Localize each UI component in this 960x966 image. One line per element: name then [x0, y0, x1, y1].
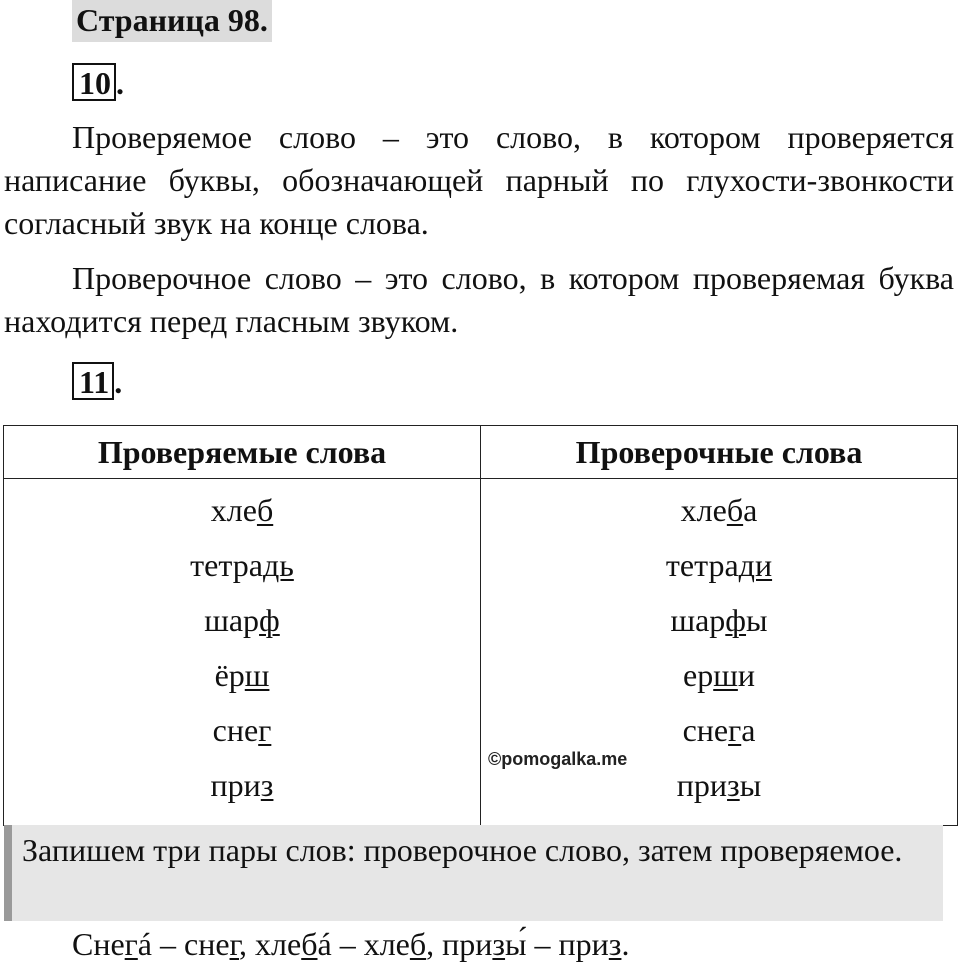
- check-word-0: хлеба: [680, 492, 758, 528]
- answer-fragment: з: [492, 926, 506, 962]
- checked-word-2: шарф: [204, 602, 280, 638]
- answer-fragment: á – хле: [317, 926, 410, 962]
- task-10-number: 10 .: [72, 63, 124, 101]
- answer-fragment: , хле: [239, 926, 302, 962]
- task-10-paragraph-1: Проверяемое слово – это слово, в котором проверяется написание буквы, обозначающей парный по глухости-звонкости согласный звук на конце слова.: [4, 119, 954, 241]
- task-10-paragraph-2: Проверочное слово – это слово, в котором проверяемая буква находится перед гласным звуком.: [4, 260, 954, 339]
- checked-word-4: снег: [212, 712, 272, 748]
- check-word-1: тетради: [665, 547, 773, 583]
- checked-word-1: тетрадь: [190, 547, 294, 583]
- check-word-5: призы: [676, 767, 762, 803]
- answer-fragment: б: [409, 926, 427, 962]
- note-box: Запишем три пары слов: проверочное слово, затем проверяемое.: [4, 825, 943, 921]
- answer-fragment: .: [621, 926, 630, 962]
- answer-fragment: г: [229, 926, 240, 962]
- check-word-3: ерши: [683, 657, 755, 693]
- answer-fragment: ы́ – при: [505, 926, 609, 962]
- answer-fragment: з: [608, 926, 622, 962]
- page-title: Страница 98.: [72, 0, 272, 42]
- header-checked-words: Проверяемые слова: [4, 426, 481, 479]
- words-table: [3, 425, 958, 826]
- answer-fragment: á – сне: [137, 926, 230, 962]
- answer-fragment: г: [124, 926, 138, 962]
- checked-word-5: приз: [210, 767, 274, 803]
- check-word-4: снега: [682, 712, 756, 748]
- watermark: ©pomogalka.me: [488, 749, 628, 769]
- answer-fragment: б: [301, 926, 318, 962]
- answer-fragment: , при: [426, 926, 493, 962]
- check-word-2: шарфы: [670, 602, 768, 638]
- answer-line: [72, 924, 629, 964]
- checked-word-0: хлеб: [210, 492, 274, 528]
- header-check-words: Проверочные слова: [481, 426, 958, 479]
- answer-fragment: Сне: [72, 926, 125, 962]
- task-11-number: 11 .: [72, 362, 122, 400]
- checked-word-3: ёрш: [214, 657, 270, 693]
- checked-words-column: [4, 479, 481, 826]
- check-words-column: [481, 479, 958, 826]
